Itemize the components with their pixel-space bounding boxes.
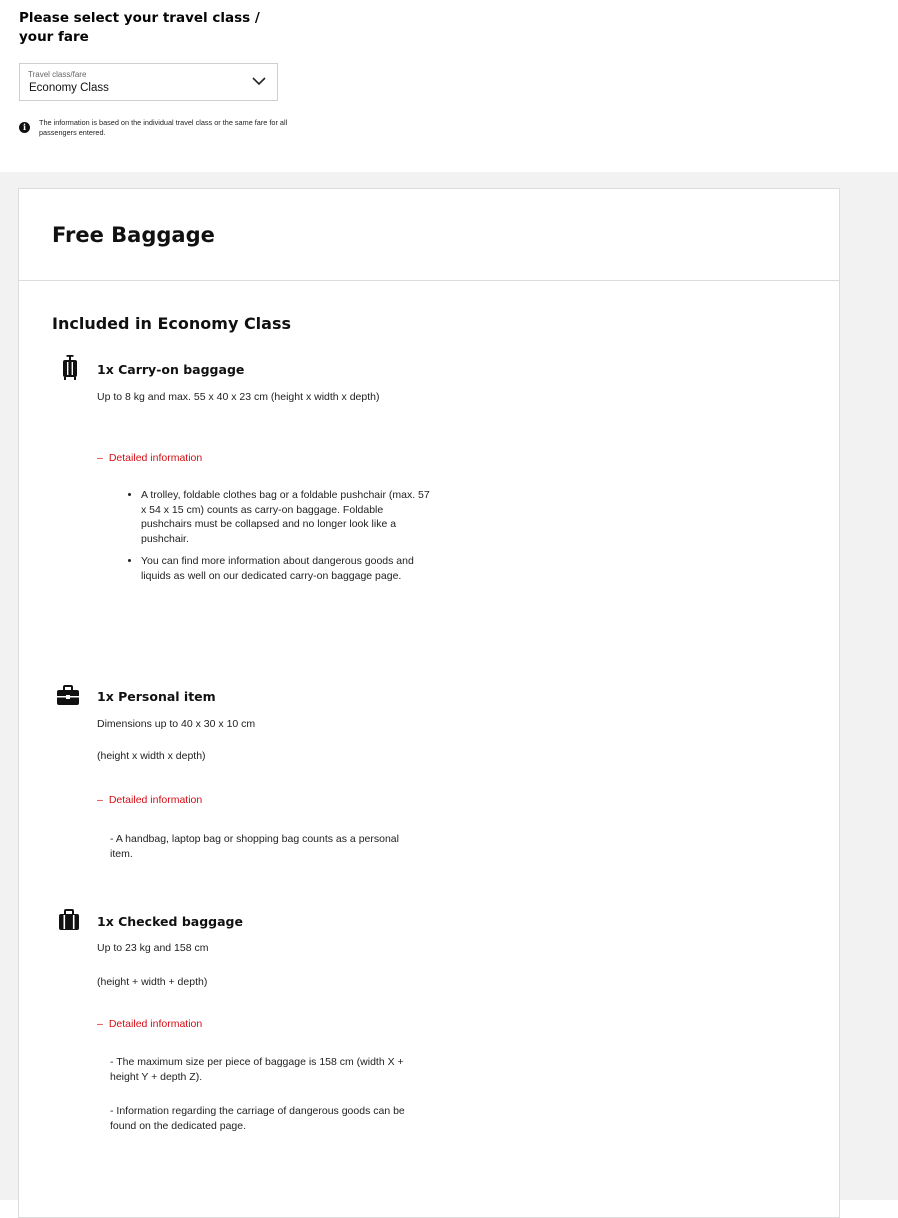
checked-baggage-dimension-note: (height + width + depth): [97, 976, 208, 988]
free-baggage-card: [18, 188, 840, 1218]
personal-item-dimension-note: (height x width x depth): [97, 750, 206, 762]
checked-baggage-detail-size: - The maximum size per piece of baggage is 158 cm (width X + height Y + depth Z).: [110, 1056, 404, 1083]
card-divider: [19, 280, 839, 281]
personal-item-detail-toggle[interactable]: [97, 794, 202, 806]
list-item: • A trolley, foldable clothes bag or a foldable pushchair (max. 57 x 54 x 15 cm) counts as carry-on baggage. Foldable pushchairs must be collapsed and no longer look like a pushchair.: [141, 488, 431, 546]
personal-item-dimensions: Dimensions up to 40 x 30 x 10 cm: [97, 718, 256, 730]
detail-toggle-label: Detailed information: [108, 1018, 203, 1030]
checked-baggage-detail-dangerous-goods: - Information regarding the carriage of dangerous goods can be found on the dedicated page.: [110, 1105, 405, 1132]
fare-selection-section: [0, 0, 898, 172]
checked-baggage-title: 1x Checked baggage: [97, 914, 243, 929]
travel-class-select[interactable]: [19, 63, 278, 101]
personal-item-title: 1x Personal item: [97, 689, 216, 704]
chevron-down-icon: [251, 74, 267, 88]
included-heading: Included in Economy Class: [52, 314, 292, 333]
collapse-minus-icon: –: [97, 452, 103, 464]
carry-on-title: 1x Carry-on baggage: [97, 362, 245, 377]
carry-on-detail-list: [119, 488, 431, 591]
travel-class-select-label: Travel class/fare: [28, 70, 87, 79]
checked-suitcase-icon: [58, 909, 80, 931]
checked-baggage-detail-toggle[interactable]: [97, 1018, 202, 1030]
free-baggage-title: Free Baggage: [52, 223, 215, 247]
personal-item-detail-text: - A handbag, laptop bag or shopping bag counts as a personal item.: [110, 833, 399, 860]
detail-toggle-label: Detailed information: [108, 794, 203, 806]
travel-class-select-value: Economy Class: [29, 82, 109, 94]
fare-selection-heading: Please select your travel class / your fare: [19, 10, 260, 45]
list-item: • You can find more information about dangerous goods and liquids as well on our dedicated carry-on baggage page.: [141, 554, 431, 583]
briefcase-icon: [56, 685, 80, 707]
carry-on-description: Up to 8 kg and max. 55 x 40 x 23 cm (height x width x depth): [97, 391, 380, 403]
collapse-minus-icon: –: [97, 794, 103, 806]
carry-on-trolley-icon: [60, 355, 80, 381]
info-icon: i: [19, 122, 30, 133]
detail-toggle-label: Detailed information: [108, 452, 203, 464]
carry-on-detail-toggle[interactable]: [97, 452, 202, 464]
fare-info-text: The information is based on the individual travel class or the same fare for all passengers entered.: [39, 118, 288, 137]
collapse-minus-icon: –: [97, 1018, 103, 1030]
checked-baggage-weight: Up to 23 kg and 158 cm: [97, 942, 209, 954]
